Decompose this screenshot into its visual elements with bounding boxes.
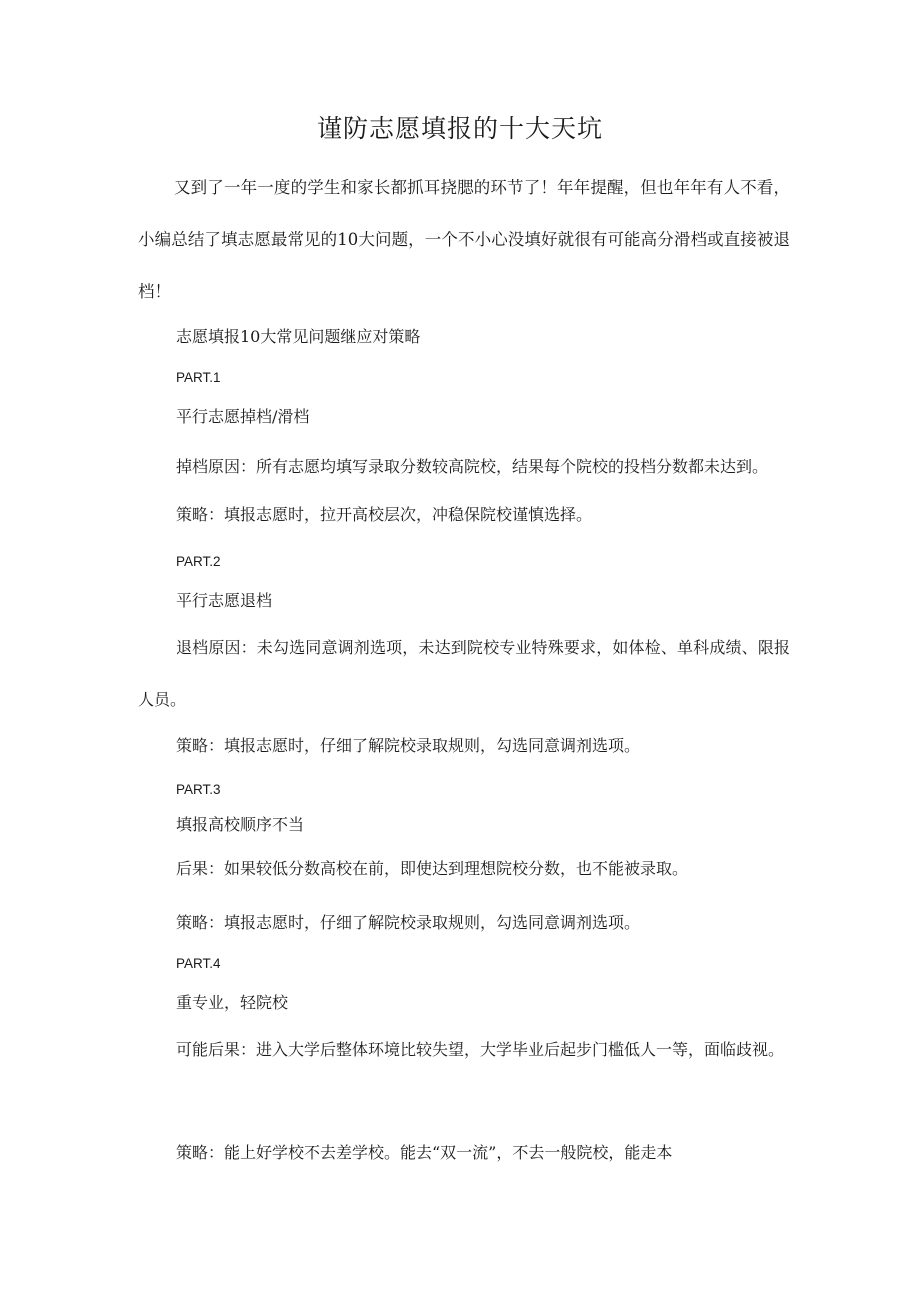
part-1-strategy: 策略：填报志愿时，拉开高校层次，冲稳保院校谨慎选择。 bbox=[176, 505, 593, 524]
part-1-heading: 平行志愿掉档/滑档 bbox=[176, 407, 310, 426]
part-4-reason: 可能后果：进入大学后整体环境比较失望，大学毕业后起步门槛低人一等，面临歧视。 bbox=[176, 1040, 785, 1059]
part-3-heading: 填报高校顺序不当 bbox=[176, 815, 305, 834]
subtitle: 志愿填报10大常见问题继应对策略 bbox=[176, 327, 421, 346]
part-4-heading: 重专业，轻院校 bbox=[176, 993, 289, 1012]
part-3-strategy: 策略：填报志愿时，仔细了解院校录取规则，勾选同意调剂选项。 bbox=[176, 913, 641, 932]
intro-paragraph: 又到了一年一度的学生和家长都抓耳挠腮的环节了！年年提醒，但也年年有人不看，小编总结了填志愿最常见的10大问题，一个不小心没填好就很有可能高分滑档或直接被退档！ bbox=[138, 178, 790, 301]
part-2-strategy: 策略：填报志愿时，仔细了解院校录取规则，勾选同意调剂选项。 bbox=[176, 736, 641, 755]
part-3-reason: 后果：如果较低分数高校在前，即使达到理想院校分数，也不能被录取。 bbox=[176, 859, 689, 878]
part-1-reason: 掉档原因：所有志愿均填写录取分数较高院校，结果每个院校的投档分数都未达到。 bbox=[176, 457, 769, 476]
part-3-label: PART.3 bbox=[176, 782, 221, 797]
part-2-label: PART.2 bbox=[176, 554, 221, 569]
document-title: 谨防志愿填报的十大天坑 bbox=[316, 114, 603, 143]
part-2-reason: 退档原因：未勾选同意调剂选项，未达到院校专业特殊要求，如体检、单科成绩、限报人员。 bbox=[138, 638, 790, 709]
part-2-heading: 平行志愿退档 bbox=[176, 591, 273, 610]
part-4-strategy: 策略：能上好学校不去差学校。能去“双一流”，不去一般院校，能走本 bbox=[176, 1143, 673, 1162]
part-1-label: PART.1 bbox=[176, 370, 221, 385]
part-4-label: PART.4 bbox=[176, 956, 221, 971]
